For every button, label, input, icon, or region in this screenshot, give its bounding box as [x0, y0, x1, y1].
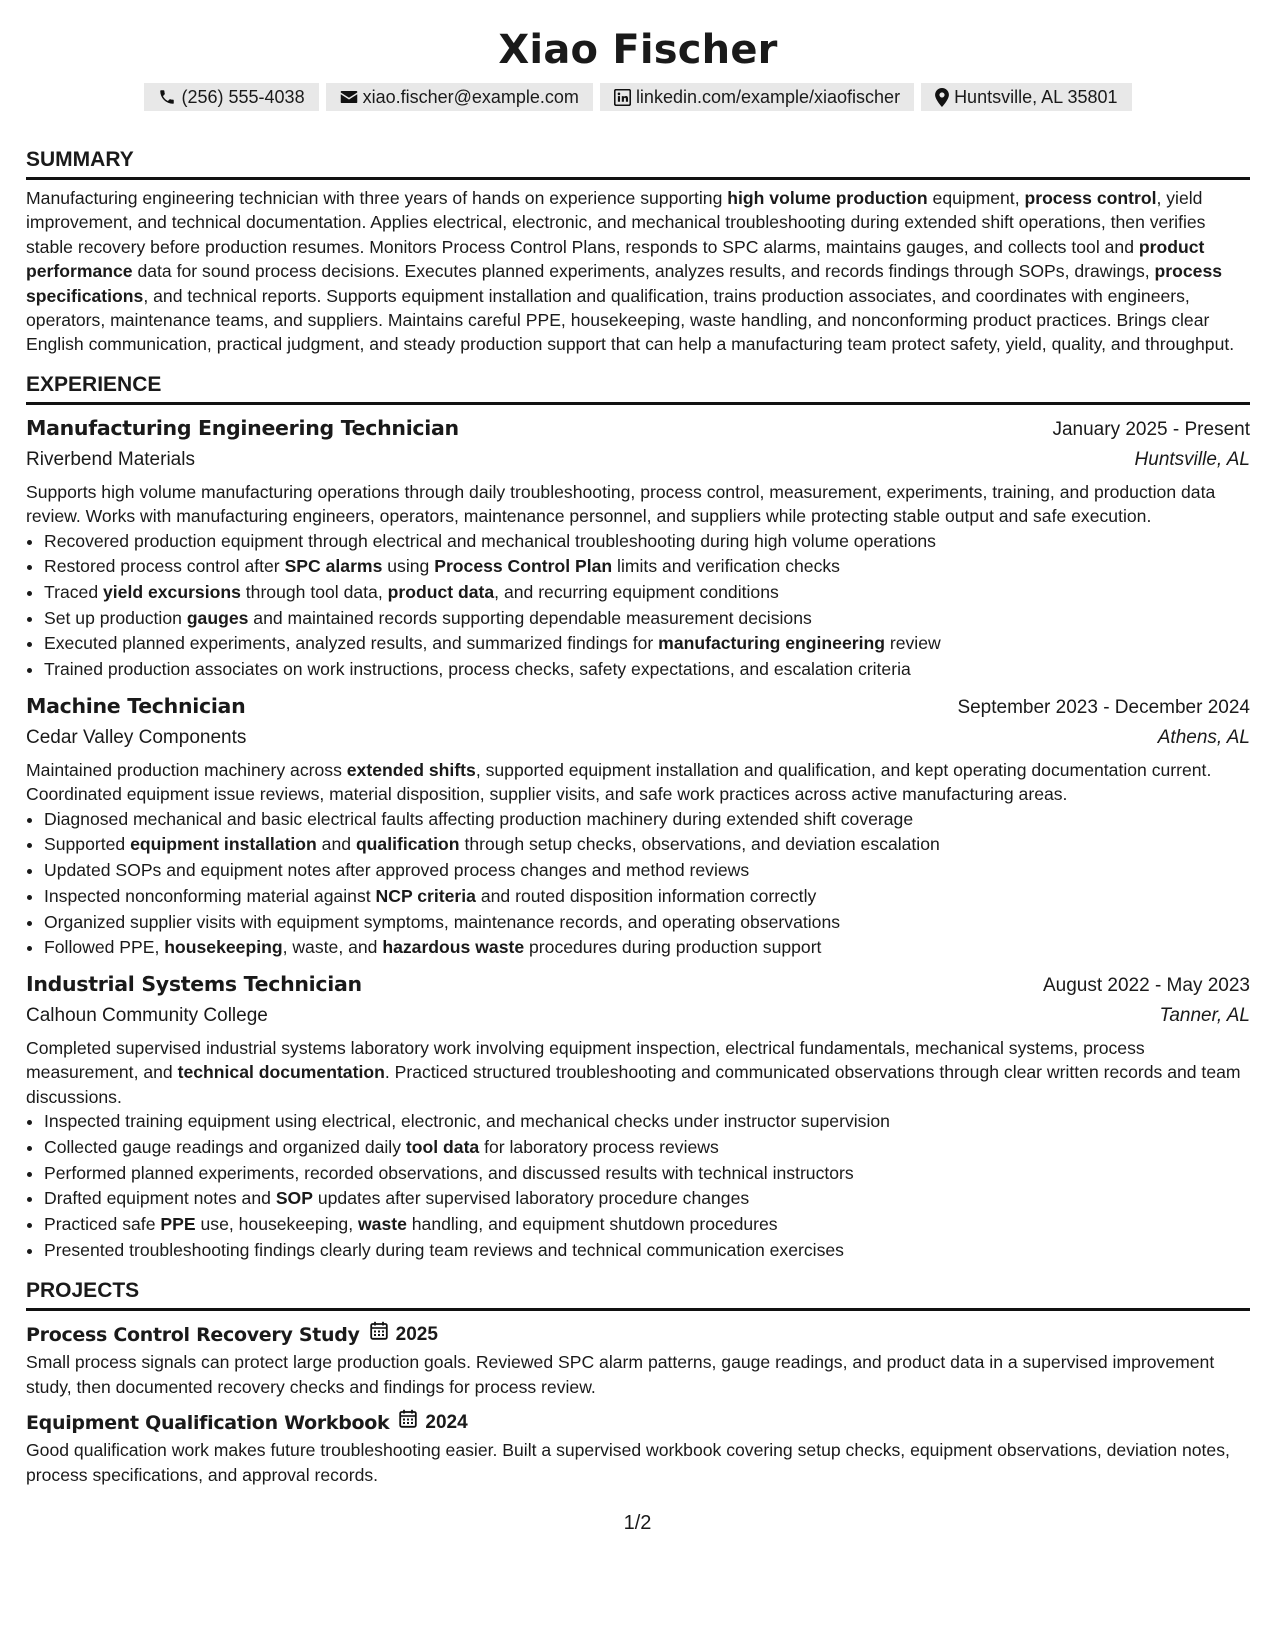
job-location: Athens, AL	[1157, 726, 1250, 748]
text-run: procedures during production support	[524, 937, 822, 958]
project-description: Small process signals can protect large production goals. Reviewed SPC alarm patterns, gauge readings, and product data in a supervised improvement study, then documented recovery checks and findings for process review.	[26, 1352, 1215, 1397]
contact-bar	[26, 83, 1250, 111]
text-run: data for sound process decisions. Executes planned experiments, analyzes results, and records findings through SOPs, drawings,	[132, 261, 1155, 282]
job-dates: January 2025 - Present	[1052, 418, 1250, 440]
bold-phrase: process control	[1024, 188, 1157, 208]
text-run: Inspected nonconforming material against	[44, 885, 376, 906]
text-run: , waste, and	[282, 937, 383, 958]
text-run: review	[884, 633, 941, 654]
contact-linkedin[interactable]	[600, 83, 914, 111]
text-run: Followed PPE,	[44, 937, 165, 958]
text-run: using	[382, 556, 435, 577]
job-location: Huntsville, AL	[1134, 448, 1250, 470]
job-entry	[26, 691, 1250, 961]
bullet-item	[44, 1186, 1250, 1212]
bold-phrase: housekeeping	[164, 937, 283, 958]
text-run: Executed planned experiments, analyzed results, and summarized findings for	[44, 633, 659, 654]
text-run: Traced	[44, 582, 103, 603]
text-run: Practiced safe	[44, 1213, 161, 1234]
text-run: limits and verification checks	[612, 556, 840, 577]
text-run: use, housekeeping,	[195, 1213, 358, 1234]
text-run: Presented troubleshooting findings clearly during team reviews and technical communication exercises	[44, 1239, 844, 1260]
job-bullets	[26, 1109, 1250, 1263]
text-run: Recovered production equipment through electrical and mechanical troubleshooting during high volume operations	[44, 530, 936, 551]
job-bullets	[26, 529, 1250, 683]
bullet-item	[44, 606, 1250, 632]
text-run: through tool data,	[240, 582, 388, 603]
bold-phrase: waste	[357, 1213, 407, 1234]
summary-text	[26, 186, 1250, 357]
bold-phrase: technical documentation	[177, 1062, 385, 1083]
contact-email[interactable]	[326, 83, 593, 111]
project-list	[26, 1320, 1250, 1487]
job-subheader	[26, 445, 1250, 475]
text-run: Organized supplier visits with equipment symptoms, maintenance records, and operating observations	[44, 911, 841, 932]
text-run: , and recurring equipment conditions	[494, 582, 779, 603]
bold-phrase: SOP	[275, 1188, 313, 1209]
bullet-item	[44, 1238, 1250, 1264]
bold-phrase: tool data	[405, 1136, 480, 1157]
text-run: Manufacturing engineering technician with three years of hands on experience supporting	[26, 188, 728, 208]
text-run: , and technical reports. Supports equipment installation and qualification, trains production associates, and coordinates with engineers, operators, maintenance teams, and suppliers. Maintains careful PPE, housekeeping, waste handling, and nonconforming product practices. Brings clear English communication, practical judgment, and steady production support that can help a manufacturing team protect safety, yield, quality, and throughput.	[26, 285, 1235, 355]
text-run: updates after supervised laboratory procedure changes	[312, 1188, 750, 1209]
company-name: Cedar Valley Components	[26, 726, 247, 748]
text-run: , supported equipment installation and qualification, and kept operating documentation current. Coordinated equipment issue reviews, material disposition, supplier visits, and safe work practices across active manufacturing areas.	[26, 759, 1212, 805]
job-dates: August 2022 - May 2023	[1042, 974, 1250, 996]
summary-section	[26, 147, 1250, 357]
email-text: xiao.fischer@example.com	[362, 86, 579, 107]
bold-phrase: qualification	[355, 834, 460, 855]
text-run: Performed planned experiments, recorded observations, and discussed results with technical instructors	[44, 1162, 854, 1183]
project-year	[399, 1408, 467, 1438]
bold-phrase: SPC alarms	[284, 556, 383, 577]
project-description: Good qualification work makes future troubleshooting easier. Built a supervised workbook covering setup checks, equipment observations, deviation notes, process specifications, and approval records.	[26, 1440, 1230, 1485]
job-list	[26, 413, 1250, 1264]
text-run: Supported	[44, 834, 131, 855]
projects-heading: PROJECTS	[26, 1278, 1250, 1311]
bullet-item	[44, 884, 1250, 910]
job-header	[26, 691, 1250, 723]
text-run: handling, and equipment shutdown procedures	[406, 1213, 778, 1234]
bullet-item	[44, 910, 1250, 936]
job-bullets	[26, 807, 1250, 961]
job-dates: September 2023 - December 2024	[957, 696, 1250, 718]
text-run: and	[316, 834, 356, 855]
bullet-item	[44, 1161, 1250, 1187]
text-run: through setup checks, observations, and deviation escalation	[459, 834, 940, 855]
bullet-item	[44, 657, 1250, 683]
bullet-item	[44, 807, 1250, 833]
bold-phrase: gauges	[186, 607, 249, 628]
project-year-text: 2025	[395, 1324, 438, 1346]
bullet-item	[44, 580, 1250, 606]
calendar-icon	[399, 1408, 417, 1438]
page-number: 1/2	[623, 1512, 652, 1534]
bold-phrase: hazardous waste	[382, 937, 525, 958]
job-description	[26, 1036, 1250, 1109]
job-header	[26, 969, 1250, 1001]
map-pin-icon	[935, 88, 949, 107]
candidate-name: Xiao Fischer	[498, 27, 778, 73]
summary-heading: SUMMARY	[26, 147, 1250, 180]
contact-phone	[144, 83, 318, 111]
text-run: , yield improvement, and technical documentation. Applies electrical, electronic, and mechanical troubleshooting during extended shift operations, then verifies stable recovery before production resumes. Monitors Process Control Plans, responds to SPC alarms, maintains gauges, and collects tool and	[26, 188, 1206, 257]
bold-phrase: equipment installation	[130, 834, 317, 855]
text-run: Inspected training equipment using electrical, electronic, and mechanical checks under instructor supervision	[44, 1111, 890, 1132]
job-description	[26, 480, 1250, 529]
bold-phrase: process specifications	[26, 261, 1223, 306]
bold-phrase: extended shifts	[346, 759, 476, 780]
job-subheader	[26, 1001, 1250, 1031]
projects-section	[26, 1278, 1250, 1487]
job-title: Manufacturing Engineering Technician	[26, 415, 459, 440]
bullet-item	[44, 1109, 1250, 1135]
location-text: Huntsville, AL 35801	[954, 86, 1118, 107]
text-run: Maintained production machinery across	[26, 759, 347, 780]
envelope-icon	[340, 89, 358, 105]
text-run: Trained production associates on work instructions, process checks, safety expectations, and escalation criteria	[44, 659, 911, 680]
linkedin-icon	[614, 89, 631, 106]
job-entry	[26, 969, 1250, 1263]
resume-page	[26, 0, 1250, 1487]
bold-phrase: NCP criteria	[375, 885, 476, 906]
job-location: Tanner, AL	[1159, 1004, 1250, 1026]
bold-phrase: high volume production	[727, 188, 928, 208]
bold-phrase: manufacturing engineering	[658, 633, 885, 654]
bold-phrase: product performance	[26, 236, 1205, 282]
project-title: Equipment Qualification Workbook	[26, 1412, 390, 1435]
phone-icon	[158, 88, 176, 106]
project-header	[26, 1408, 1250, 1438]
text-run: for laboratory process reviews	[479, 1136, 719, 1157]
bullet-item	[44, 529, 1250, 555]
bullet-item	[44, 858, 1250, 884]
text-run: Set up production	[44, 607, 187, 628]
text-run: and maintained records supporting dependable measurement decisions	[248, 607, 812, 628]
bullet-item	[44, 1135, 1250, 1161]
job-entry	[26, 413, 1250, 683]
project-entry	[26, 1320, 1250, 1399]
bold-phrase: product data	[387, 582, 495, 603]
text-run: Collected gauge readings and organized daily	[44, 1136, 406, 1157]
linkedin-text: linkedin.com/example/xiaofischer	[635, 86, 901, 107]
text-run: Drafted equipment notes and	[44, 1188, 276, 1209]
bullet-item	[44, 1212, 1250, 1238]
text-run: and routed disposition information correctly	[475, 885, 817, 906]
text-run: equipment,	[927, 188, 1025, 208]
bold-phrase: PPE	[160, 1213, 196, 1234]
job-title: Industrial Systems Technician	[26, 971, 362, 996]
bold-phrase: yield excursions	[103, 582, 241, 603]
bold-phrase: Process Control Plan	[434, 556, 613, 577]
bullet-item	[44, 935, 1250, 961]
project-title: Process Control Recovery Study	[26, 1324, 360, 1347]
text-run: Diagnosed mechanical and basic electrical faults affecting production machinery during extended shift coverage	[44, 808, 914, 829]
calendar-icon	[370, 1320, 388, 1350]
experience-heading: EXPERIENCE	[26, 372, 1250, 405]
company-name: Calhoun Community College	[26, 1004, 268, 1026]
job-title: Machine Technician	[26, 693, 246, 718]
contact-location	[921, 83, 1131, 111]
text-run: Supports high volume manufacturing operations through daily troubleshooting, process control, measurement, experiments, training, and production data review. Works with manufacturing engineers, operators, maintenance personnel, and suppliers while protecting stable output and safe execution.	[26, 481, 1216, 527]
text-run: . Practiced structured troubleshooting and communicated observations through clear written records and team discussions.	[26, 1062, 1241, 1107]
phone-text: (256) 555-4038	[181, 86, 305, 107]
text-run: Updated SOPs and equipment notes after approved process changes and method reviews	[44, 860, 750, 881]
project-year-text: 2024	[425, 1412, 468, 1434]
project-year	[370, 1320, 438, 1350]
bullet-item	[44, 631, 1250, 657]
bullet-item	[44, 832, 1250, 858]
bullet-item	[44, 554, 1250, 580]
job-header	[26, 413, 1250, 445]
text-run: Restored process control after	[44, 556, 285, 577]
experience-section	[26, 372, 1250, 1264]
project-entry	[26, 1408, 1250, 1487]
company-name: Riverbend Materials	[26, 448, 195, 470]
job-subheader	[26, 723, 1250, 753]
job-description	[26, 758, 1250, 807]
project-header	[26, 1320, 1250, 1350]
text-run: Completed supervised industrial systems laboratory work involving equipment inspection, electrical fundamentals, mechanical systems, process measurement, and	[26, 1037, 1145, 1083]
